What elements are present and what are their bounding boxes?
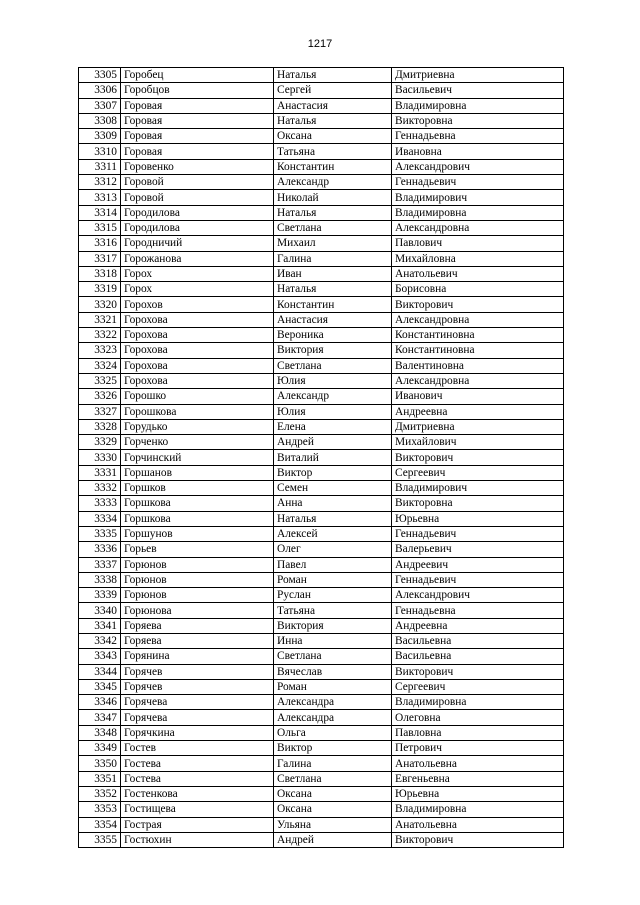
roster-table — [78, 67, 564, 848]
first-name-cell: Сергей — [274, 83, 392, 98]
first-name-cell: Александр — [274, 389, 392, 404]
patronymic-cell: Юрьевна — [392, 511, 564, 526]
table-row — [79, 664, 564, 679]
first-name-cell: Вероника — [274, 328, 392, 343]
row-number-cell: 3339 — [79, 588, 121, 603]
patronymic-cell: Владимировна — [392, 695, 564, 710]
first-name-cell: Виктория — [274, 343, 392, 358]
surname-cell: Горшкова — [121, 511, 274, 526]
row-number-cell: 3345 — [79, 679, 121, 694]
table-row — [79, 465, 564, 480]
patronymic-cell: Павловна — [392, 725, 564, 740]
table-row — [79, 679, 564, 694]
patronymic-cell: Олеговна — [392, 710, 564, 725]
surname-cell: Горобцов — [121, 83, 274, 98]
table-row — [79, 786, 564, 801]
table-row — [79, 68, 564, 83]
row-number-cell: 3336 — [79, 542, 121, 557]
row-number-cell: 3316 — [79, 236, 121, 251]
row-number-cell: 3325 — [79, 373, 121, 388]
first-name-cell: Наталья — [274, 205, 392, 220]
table-row — [79, 435, 564, 450]
surname-cell: Горобец — [121, 68, 274, 83]
first-name-cell: Светлана — [274, 771, 392, 786]
first-name-cell: Анастасия — [274, 312, 392, 327]
table-row — [79, 725, 564, 740]
first-name-cell: Юлия — [274, 404, 392, 419]
table-row — [79, 496, 564, 511]
row-number-cell: 3310 — [79, 144, 121, 159]
row-number-cell: 3343 — [79, 649, 121, 664]
patronymic-cell: Павлович — [392, 236, 564, 251]
row-number-cell: 3306 — [79, 83, 121, 98]
row-number-cell: 3323 — [79, 343, 121, 358]
row-number-cell: 3331 — [79, 465, 121, 480]
first-name-cell: Оксана — [274, 786, 392, 801]
table-row — [79, 695, 564, 710]
patronymic-cell: Владимирович — [392, 190, 564, 205]
patronymic-cell: Александровна — [392, 312, 564, 327]
first-name-cell: Наталья — [274, 511, 392, 526]
patronymic-cell: Сергеевич — [392, 465, 564, 480]
patronymic-cell: Александровна — [392, 373, 564, 388]
surname-cell: Горовой — [121, 175, 274, 190]
surname-cell: Гостев — [121, 741, 274, 756]
patronymic-cell: Сергеевич — [392, 679, 564, 694]
table-row — [79, 419, 564, 434]
table-row — [79, 282, 564, 297]
first-name-cell: Виктор — [274, 465, 392, 480]
first-name-cell: Роман — [274, 572, 392, 587]
surname-cell: Горожанова — [121, 251, 274, 266]
table-row — [79, 159, 564, 174]
table-row — [79, 756, 564, 771]
patronymic-cell: Владимировна — [392, 802, 564, 817]
row-number-cell: 3351 — [79, 771, 121, 786]
row-number-cell: 3307 — [79, 98, 121, 113]
surname-cell: Горянина — [121, 649, 274, 664]
table-row — [79, 771, 564, 786]
row-number-cell: 3344 — [79, 664, 121, 679]
surname-cell: Горюнова — [121, 603, 274, 618]
surname-cell: Горюнов — [121, 557, 274, 572]
table-row — [79, 542, 564, 557]
first-name-cell: Семен — [274, 481, 392, 496]
first-name-cell: Наталья — [274, 113, 392, 128]
row-number-cell: 3318 — [79, 266, 121, 281]
surname-cell: Горохова — [121, 343, 274, 358]
patronymic-cell: Андреевич — [392, 557, 564, 572]
first-name-cell: Руслан — [274, 588, 392, 603]
surname-cell: Гостищева — [121, 802, 274, 817]
table-row — [79, 511, 564, 526]
table-row — [79, 129, 564, 144]
first-name-cell: Ольга — [274, 725, 392, 740]
row-number-cell: 3312 — [79, 175, 121, 190]
surname-cell: Горовой — [121, 190, 274, 205]
table-row — [79, 649, 564, 664]
row-number-cell: 3327 — [79, 404, 121, 419]
row-number-cell: 3308 — [79, 113, 121, 128]
table-row — [79, 144, 564, 159]
first-name-cell: Вячеслав — [274, 664, 392, 679]
first-name-cell: Галина — [274, 251, 392, 266]
patronymic-cell: Анатольевна — [392, 756, 564, 771]
surname-cell: Горохова — [121, 373, 274, 388]
patronymic-cell: Константиновна — [392, 328, 564, 343]
surname-cell: Горячева — [121, 695, 274, 710]
table-row — [79, 83, 564, 98]
table-row — [79, 205, 564, 220]
patronymic-cell: Андреевна — [392, 618, 564, 633]
patronymic-cell: Ивановна — [392, 144, 564, 159]
table-row — [79, 190, 564, 205]
patronymic-cell: Геннадьевна — [392, 129, 564, 144]
patronymic-cell: Васильевна — [392, 649, 564, 664]
patronymic-cell: Анатольевич — [392, 266, 564, 281]
surname-cell: Горшков — [121, 481, 274, 496]
patronymic-cell: Геннадьевич — [392, 572, 564, 587]
table-row — [79, 98, 564, 113]
table-row — [79, 343, 564, 358]
first-name-cell: Николай — [274, 190, 392, 205]
row-number-cell: 3329 — [79, 435, 121, 450]
surname-cell: Горох — [121, 266, 274, 281]
surname-cell: Горохова — [121, 312, 274, 327]
table-row — [79, 175, 564, 190]
row-number-cell: 3314 — [79, 205, 121, 220]
table-row — [79, 588, 564, 603]
row-number-cell: 3340 — [79, 603, 121, 618]
row-number-cell: 3309 — [79, 129, 121, 144]
patronymic-cell: Валентиновна — [392, 358, 564, 373]
first-name-cell: Светлана — [274, 358, 392, 373]
first-name-cell: Константин — [274, 297, 392, 312]
surname-cell: Гостева — [121, 756, 274, 771]
surname-cell: Горяева — [121, 633, 274, 648]
row-number-cell: 3311 — [79, 159, 121, 174]
surname-cell: Горюнов — [121, 588, 274, 603]
table-row — [79, 297, 564, 312]
table-row — [79, 450, 564, 465]
patronymic-cell: Дмитриевна — [392, 68, 564, 83]
surname-cell: Горохова — [121, 328, 274, 343]
first-name-cell: Алексей — [274, 526, 392, 541]
patronymic-cell: Александровна — [392, 220, 564, 235]
row-number-cell: 3313 — [79, 190, 121, 205]
first-name-cell: Оксана — [274, 129, 392, 144]
patronymic-cell: Борисовна — [392, 282, 564, 297]
table-row — [79, 526, 564, 541]
patronymic-cell: Геннадьевич — [392, 175, 564, 190]
row-number-cell: 3315 — [79, 220, 121, 235]
patronymic-cell: Викторович — [392, 450, 564, 465]
first-name-cell: Александр — [274, 175, 392, 190]
table-row — [79, 618, 564, 633]
surname-cell: Горохова — [121, 358, 274, 373]
patronymic-cell: Александрович — [392, 159, 564, 174]
first-name-cell: Виктор — [274, 741, 392, 756]
first-name-cell: Александра — [274, 710, 392, 725]
row-number-cell: 3354 — [79, 817, 121, 832]
table-row — [79, 481, 564, 496]
surname-cell: Городилова — [121, 220, 274, 235]
page-number: 1217 — [307, 38, 333, 50]
table-row — [79, 404, 564, 419]
patronymic-cell: Михайловна — [392, 251, 564, 266]
row-number-cell: 3346 — [79, 695, 121, 710]
table-row — [79, 312, 564, 327]
first-name-cell: Наталья — [274, 68, 392, 83]
patronymic-cell: Геннадьевич — [392, 526, 564, 541]
patronymic-cell: Константиновна — [392, 343, 564, 358]
patronymic-cell: Викторовна — [392, 113, 564, 128]
row-number-cell: 3355 — [79, 832, 121, 847]
surname-cell: Горячева — [121, 710, 274, 725]
row-number-cell: 3317 — [79, 251, 121, 266]
surname-cell: Гостева — [121, 771, 274, 786]
patronymic-cell: Владимировна — [392, 205, 564, 220]
surname-cell: Горовая — [121, 144, 274, 159]
patronymic-cell: Викторович — [392, 664, 564, 679]
table-row — [79, 603, 564, 618]
first-name-cell: Светлана — [274, 220, 392, 235]
patronymic-cell: Васильевна — [392, 633, 564, 648]
roster-body — [79, 68, 564, 848]
first-name-cell: Павел — [274, 557, 392, 572]
table-row — [79, 236, 564, 251]
table-row — [79, 741, 564, 756]
patronymic-cell: Михайлович — [392, 435, 564, 450]
first-name-cell: Олег — [274, 542, 392, 557]
surname-cell: Горьев — [121, 542, 274, 557]
surname-cell: Горячев — [121, 679, 274, 694]
surname-cell: Горовая — [121, 113, 274, 128]
surname-cell: Горюнов — [121, 572, 274, 587]
first-name-cell: Юлия — [274, 373, 392, 388]
surname-cell: Горшунов — [121, 526, 274, 541]
first-name-cell: Анастасия — [274, 98, 392, 113]
patronymic-cell: Викторович — [392, 832, 564, 847]
surname-cell: Горовая — [121, 129, 274, 144]
surname-cell: Горяева — [121, 618, 274, 633]
row-number-cell: 3342 — [79, 633, 121, 648]
patronymic-cell: Викторовна — [392, 496, 564, 511]
table-row — [79, 817, 564, 832]
table-row — [79, 220, 564, 235]
surname-cell: Городничий — [121, 236, 274, 251]
first-name-cell: Светлана — [274, 649, 392, 664]
first-name-cell: Анна — [274, 496, 392, 511]
patronymic-cell: Васильевич — [392, 83, 564, 98]
row-number-cell: 3337 — [79, 557, 121, 572]
table-row — [79, 572, 564, 587]
surname-cell: Горовая — [121, 98, 274, 113]
patronymic-cell: Андреевна — [392, 404, 564, 419]
row-number-cell: 3349 — [79, 741, 121, 756]
first-name-cell: Андрей — [274, 832, 392, 847]
patronymic-cell: Александрович — [392, 588, 564, 603]
first-name-cell: Виталий — [274, 450, 392, 465]
first-name-cell: Александра — [274, 695, 392, 710]
patronymic-cell: Дмитриевна — [392, 419, 564, 434]
patronymic-cell: Владимировна — [392, 98, 564, 113]
table-row — [79, 373, 564, 388]
first-name-cell: Иван — [274, 266, 392, 281]
patronymic-cell: Анатольевна — [392, 817, 564, 832]
first-name-cell: Галина — [274, 756, 392, 771]
row-number-cell: 3348 — [79, 725, 121, 740]
first-name-cell: Наталья — [274, 282, 392, 297]
row-number-cell: 3319 — [79, 282, 121, 297]
row-number-cell: 3338 — [79, 572, 121, 587]
surname-cell: Горошко — [121, 389, 274, 404]
table-row — [79, 832, 564, 847]
first-name-cell: Инна — [274, 633, 392, 648]
table-row — [79, 251, 564, 266]
surname-cell: Горудько — [121, 419, 274, 434]
row-number-cell: 3350 — [79, 756, 121, 771]
row-number-cell: 3322 — [79, 328, 121, 343]
row-number-cell: 3305 — [79, 68, 121, 83]
row-number-cell: 3334 — [79, 511, 121, 526]
row-number-cell: 3353 — [79, 802, 121, 817]
first-name-cell: Елена — [274, 419, 392, 434]
patronymic-cell: Геннадьевна — [392, 603, 564, 618]
first-name-cell: Оксана — [274, 802, 392, 817]
table-row — [79, 266, 564, 281]
table-row — [79, 113, 564, 128]
first-name-cell: Константин — [274, 159, 392, 174]
table-row — [79, 358, 564, 373]
row-number-cell: 3324 — [79, 358, 121, 373]
row-number-cell: 3328 — [79, 419, 121, 434]
row-number-cell: 3352 — [79, 786, 121, 801]
surname-cell: Горошкова — [121, 404, 274, 419]
patronymic-cell: Петрович — [392, 741, 564, 756]
first-name-cell: Ульяна — [274, 817, 392, 832]
patronymic-cell: Викторович — [392, 297, 564, 312]
surname-cell: Горячкина — [121, 725, 274, 740]
row-number-cell: 3347 — [79, 710, 121, 725]
surname-cell: Горчинский — [121, 450, 274, 465]
surname-cell: Горячев — [121, 664, 274, 679]
table-row — [79, 557, 564, 572]
row-number-cell: 3330 — [79, 450, 121, 465]
row-number-cell: 3341 — [79, 618, 121, 633]
patronymic-cell: Иванович — [392, 389, 564, 404]
row-number-cell: 3321 — [79, 312, 121, 327]
patronymic-cell: Евгеньевна — [392, 771, 564, 786]
first-name-cell: Андрей — [274, 435, 392, 450]
patronymic-cell: Валерьевич — [392, 542, 564, 557]
first-name-cell: Виктория — [274, 618, 392, 633]
row-number-cell: 3320 — [79, 297, 121, 312]
first-name-cell: Михаил — [274, 236, 392, 251]
table-row — [79, 389, 564, 404]
surname-cell: Гострая — [121, 817, 274, 832]
table-row — [79, 802, 564, 817]
first-name-cell: Татьяна — [274, 603, 392, 618]
table-row — [79, 710, 564, 725]
surname-cell: Горшкова — [121, 496, 274, 511]
row-number-cell: 3335 — [79, 526, 121, 541]
first-name-cell: Татьяна — [274, 144, 392, 159]
surname-cell: Городилова — [121, 205, 274, 220]
row-number-cell: 3332 — [79, 481, 121, 496]
table-row — [79, 633, 564, 648]
patronymic-cell: Владимирович — [392, 481, 564, 496]
surname-cell: Горченко — [121, 435, 274, 450]
surname-cell: Гостюхин — [121, 832, 274, 847]
row-number-cell: 3326 — [79, 389, 121, 404]
row-number-cell: 3333 — [79, 496, 121, 511]
surname-cell: Горовенко — [121, 159, 274, 174]
patronymic-cell: Юрьевна — [392, 786, 564, 801]
table-row — [79, 328, 564, 343]
first-name-cell: Роман — [274, 679, 392, 694]
surname-cell: Горшанов — [121, 465, 274, 480]
surname-cell: Горохов — [121, 297, 274, 312]
surname-cell: Горох — [121, 282, 274, 297]
surname-cell: Гостенкова — [121, 786, 274, 801]
